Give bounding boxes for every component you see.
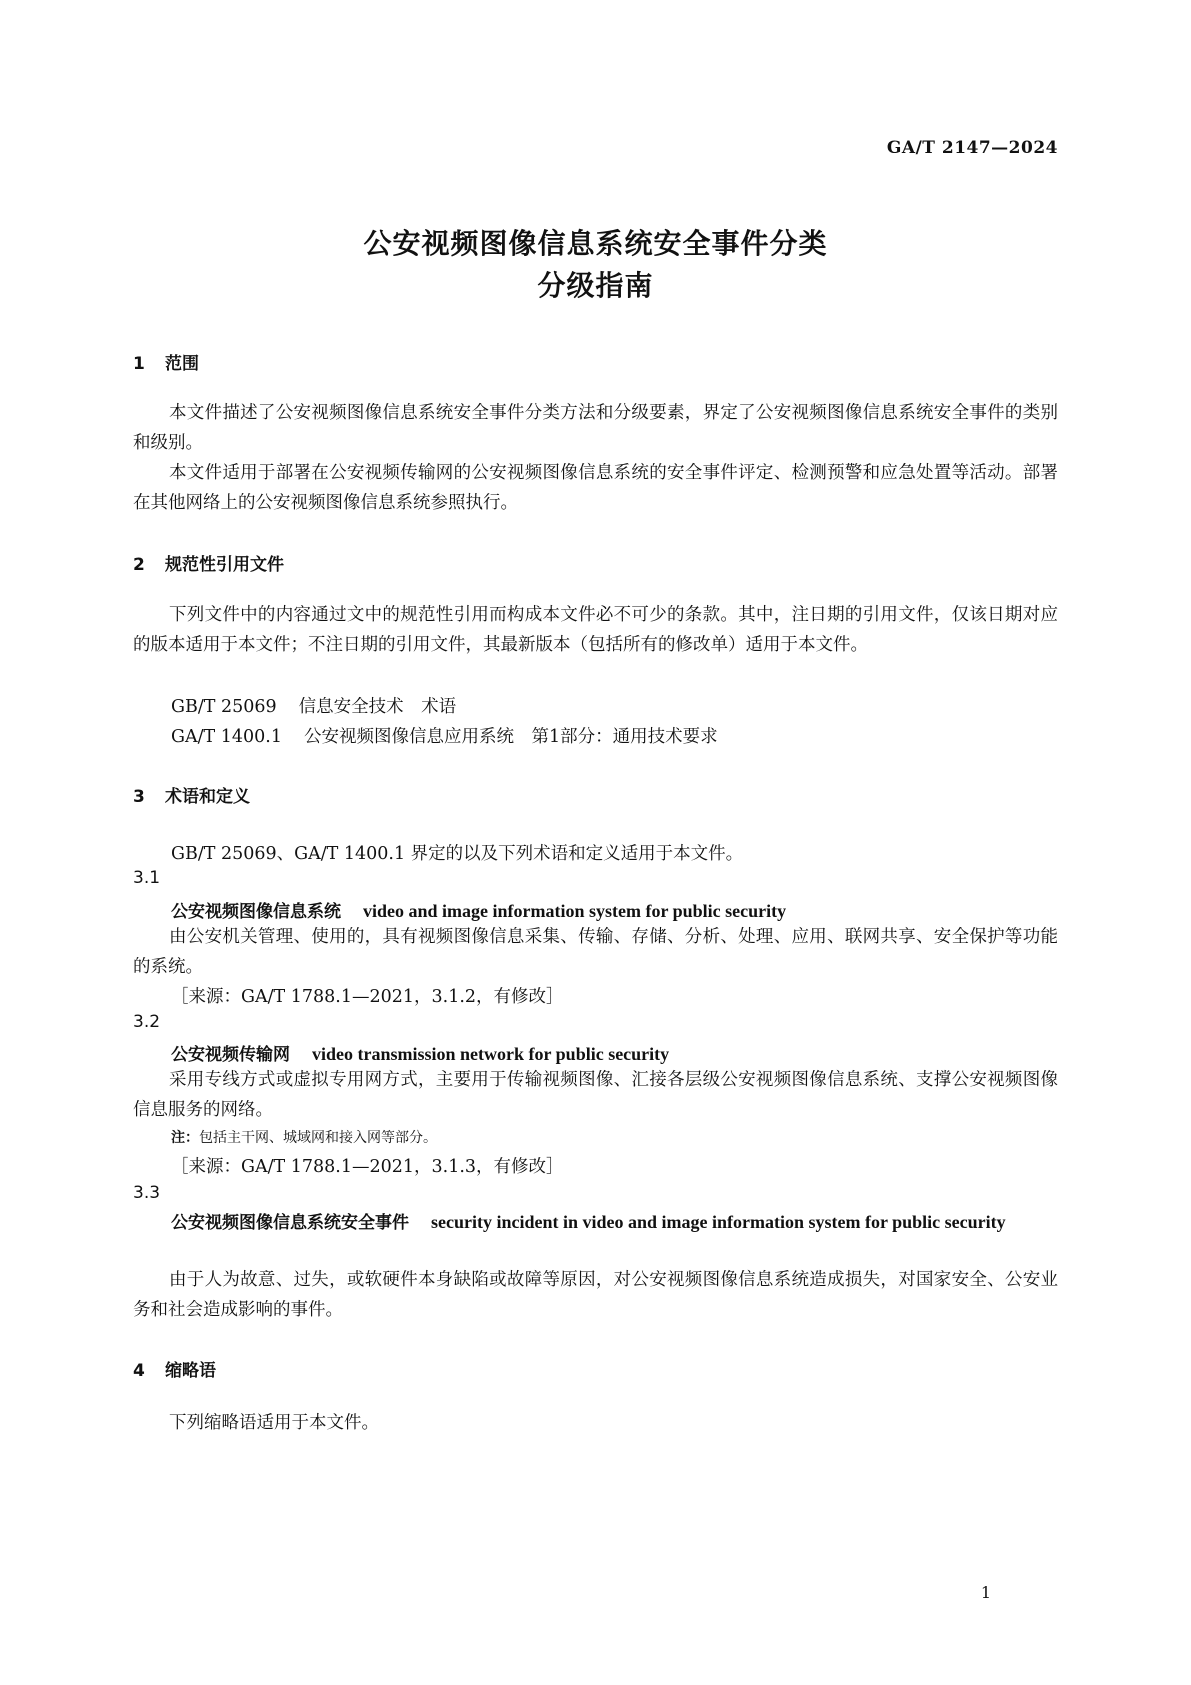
term-chinese: 公安视频图像信息系统 <box>171 902 341 922</box>
section-4-heading <box>133 1356 216 1381</box>
term-note <box>171 1127 437 1147</box>
term-number: 3.2 <box>133 1012 161 1032</box>
term-source: ［来源：GA/T 1788.1—2021，3.1.2，有修改］ <box>171 987 564 1007</box>
section-1-paragraph-2: 本文件适用于部署在公安视频传输网的公安视频图像信息系统的安全事件评定、检测预警和应急处置等活动。部署在其他网络上的公安视频图像信息系统参照执行。 <box>133 463 1058 513</box>
term-definition: 由于人为故意、过失，或软硬件本身缺陷或故障等原因，对公安视频图像信息系统造成损失，对国家安全、公安业务和社会造成影响的事件。 <box>133 1270 1058 1320</box>
section-1-heading <box>133 349 199 374</box>
note-label: 注： <box>171 1130 199 1146</box>
section-title: 规范性引用文件 <box>165 555 284 575</box>
term-entry <box>171 897 786 922</box>
document-title-line2: 分级指南 <box>537 269 654 302</box>
term-chinese: 公安视频传输网 <box>171 1045 290 1065</box>
normative-reference-2 <box>171 723 718 748</box>
section-title: 术语和定义 <box>165 787 250 807</box>
document-number: GA/T 2147—2024 <box>886 138 1058 158</box>
document-title-line1: 公安视频图像信息系统安全事件分类 <box>363 227 828 260</box>
reference-code: GB/T 25069 <box>171 697 277 717</box>
term-english: video transmission network for public security <box>312 1044 670 1064</box>
section-4-paragraph-1: 下列缩略语适用于本文件。 <box>169 1413 379 1433</box>
section-title: 范围 <box>165 354 199 374</box>
term-definition: 采用专线方式或虚拟专用网方式，主要用于传输视频图像、汇接各层级公安视频图像信息系统、支撑公安视频图像信息服务的网络。 <box>133 1070 1058 1120</box>
section-2-paragraph-1: 下列文件中的内容通过文中的规范性引用而构成本文件必不可少的条款。其中，注日期的引用文件，仅该日期对应的版本适用于本文件；不注日期的引用文件，其最新版本（包括所有的修改单）适用于本文件。 <box>133 605 1058 655</box>
section-3-intro: GB/T 25069、GA/T 1400.1 界定的以及下列术语和定义适用于本文件。 <box>171 844 744 864</box>
term-number: 3.1 <box>133 868 161 888</box>
section-number: 1 <box>133 354 145 374</box>
term-english: video and image information system for public security <box>363 901 787 921</box>
term-chinese: 公安视频图像信息系统安全事件 <box>171 1213 409 1233</box>
section-number: 3 <box>133 787 145 807</box>
term-entry <box>171 1040 669 1065</box>
normative-reference-1 <box>171 693 456 718</box>
page-number: 1 <box>980 1583 991 1602</box>
section-1-paragraph-1: 本文件描述了公安视频图像信息系统安全事件分类方法和分级要素，界定了公安视频图像信息系统安全事件的类别和级别。 <box>133 403 1058 453</box>
reference-name: 公安视频图像信息应用系统 第1部分：通用技术要求 <box>303 727 718 747</box>
note-text: 包括主干网、城域网和接入网等部分。 <box>199 1130 437 1146</box>
section-2-heading <box>133 550 284 575</box>
section-title: 缩略语 <box>165 1361 216 1381</box>
reference-name: 信息安全技术 术语 <box>298 697 457 717</box>
term-number: 3.3 <box>133 1183 161 1203</box>
term-definition: 由公安机关管理、使用的，具有视频图像信息采集、传输、存储、分析、处理、应用、联网共享、安全保护等功能的系统。 <box>133 927 1058 977</box>
term-entry <box>133 1207 1058 1238</box>
section-number: 4 <box>133 1361 145 1381</box>
section-3-heading <box>133 782 250 807</box>
section-number: 2 <box>133 555 145 575</box>
reference-code: GA/T 1400.1 <box>171 727 282 747</box>
term-source: ［来源：GA/T 1788.1—2021，3.1.3，有修改］ <box>171 1157 564 1177</box>
term-english: security incident in video and image information system for public security <box>431 1212 1006 1232</box>
